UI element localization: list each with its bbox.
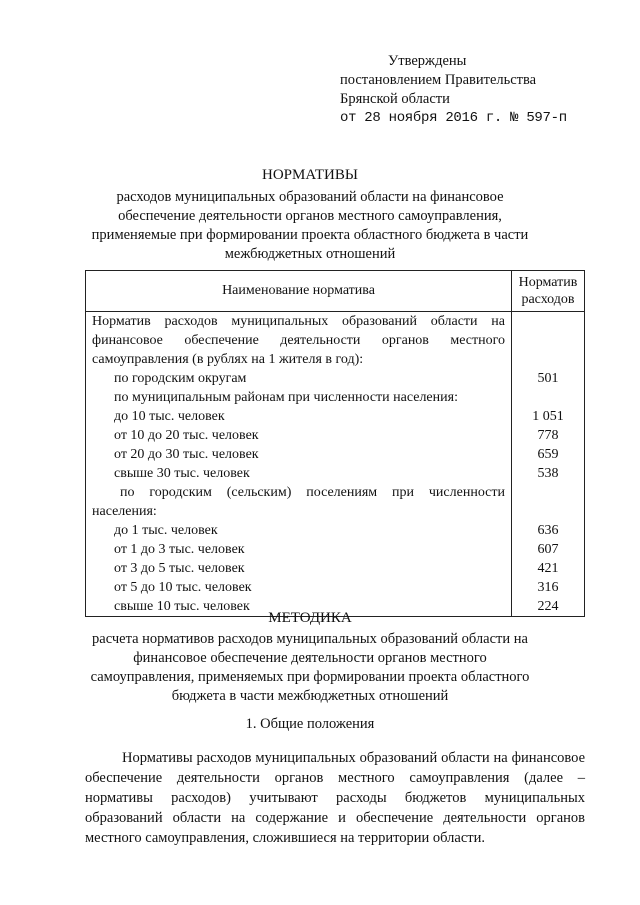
methodology-title: МЕТОДИКА	[268, 610, 352, 626]
normative-subtitle: расходов муниципальных образований области на финансовое обеспечение деятельности органов местного самоуправления, применяемые при формировании проекта областного бюджета в части межбюджетных отношений	[91, 189, 529, 262]
normative-table	[85, 270, 585, 617]
row-value: 501	[512, 369, 585, 388]
table-row	[86, 540, 585, 559]
table-row	[86, 312, 585, 370]
row-value: 538	[512, 464, 585, 483]
row-value: 421	[512, 559, 585, 578]
col-value-header: Норматив расходов	[512, 271, 585, 312]
approval-block	[340, 52, 630, 128]
table-row	[86, 407, 585, 426]
table-row	[86, 388, 585, 407]
row-name: от 20 до 30 тыс. человек	[86, 445, 512, 464]
row-name: от 10 до 20 тыс. человек	[86, 426, 512, 445]
approval-line-1: Утверждены	[388, 53, 467, 69]
row-value	[512, 388, 585, 407]
approval-line-2: постановлением Правительства	[340, 72, 537, 88]
table-row	[86, 464, 585, 483]
approval-line-3: Брянской области	[340, 91, 450, 107]
table-row	[86, 578, 585, 597]
row-value: 659	[512, 445, 585, 464]
row-value: 607	[512, 540, 585, 559]
row-value: 1 051	[512, 407, 585, 426]
col-name-header: Наименование норматива	[86, 271, 512, 312]
row-name: от 1 до 3 тыс. человек	[86, 540, 512, 559]
table-row	[86, 483, 585, 521]
row-name: свыше 10 тыс. человек	[86, 597, 512, 617]
row-name: до 10 тыс. человек	[86, 407, 512, 426]
row-name: от 5 до 10 тыс. человек	[86, 578, 512, 597]
row-value: 636	[512, 521, 585, 540]
methodology-subtitle: расчета нормативов расходов муниципальных образований области на финансовое обеспечение деятельности органов местного самоуправления, применяемых при формировании проекта областного бюджета в части межбюджетных отношений	[90, 631, 530, 704]
section-paragraph: Нормативы расходов муниципальных образований области на финансовое обеспечение деятельности органов местного самоуправления (далее – нормативы расходов) учитывают расходы бюджетов муниципальных образований области на содержание и обеспечение деятельности органов местного самоуправления, сложившиеся на территории области.	[85, 750, 585, 846]
row-name: по муниципальным районам при численности населения:	[86, 388, 512, 407]
row-value	[512, 483, 585, 521]
row-value: 316	[512, 578, 585, 597]
row-name: Норматив расходов муниципальных образований области на финансовое обеспечение деятельности органов местного самоуправления (в рублях на 1 жителя в год):	[86, 312, 512, 370]
normative-title: НОРМАТИВЫ	[262, 167, 358, 183]
table-header-row	[86, 271, 585, 312]
row-name: по городским (сельским) поселениям при численности населения:	[86, 483, 512, 521]
table-row	[86, 369, 585, 388]
row-value	[512, 312, 585, 370]
row-value: 778	[512, 426, 585, 445]
row-name: по городским округам	[86, 369, 512, 388]
row-name: от 3 до 5 тыс. человек	[86, 559, 512, 578]
table-row	[86, 559, 585, 578]
table-row	[86, 521, 585, 540]
row-name: свыше 30 тыс. человек	[86, 464, 512, 483]
table-row	[86, 426, 585, 445]
row-name: до 1 тыс. человек	[86, 521, 512, 540]
table-row	[86, 445, 585, 464]
section-heading: 1. Общие положения	[245, 716, 375, 732]
approval-line-4: от 28 ноября 2016 г. № 597-п	[340, 110, 567, 126]
row-value: 224	[512, 597, 585, 617]
